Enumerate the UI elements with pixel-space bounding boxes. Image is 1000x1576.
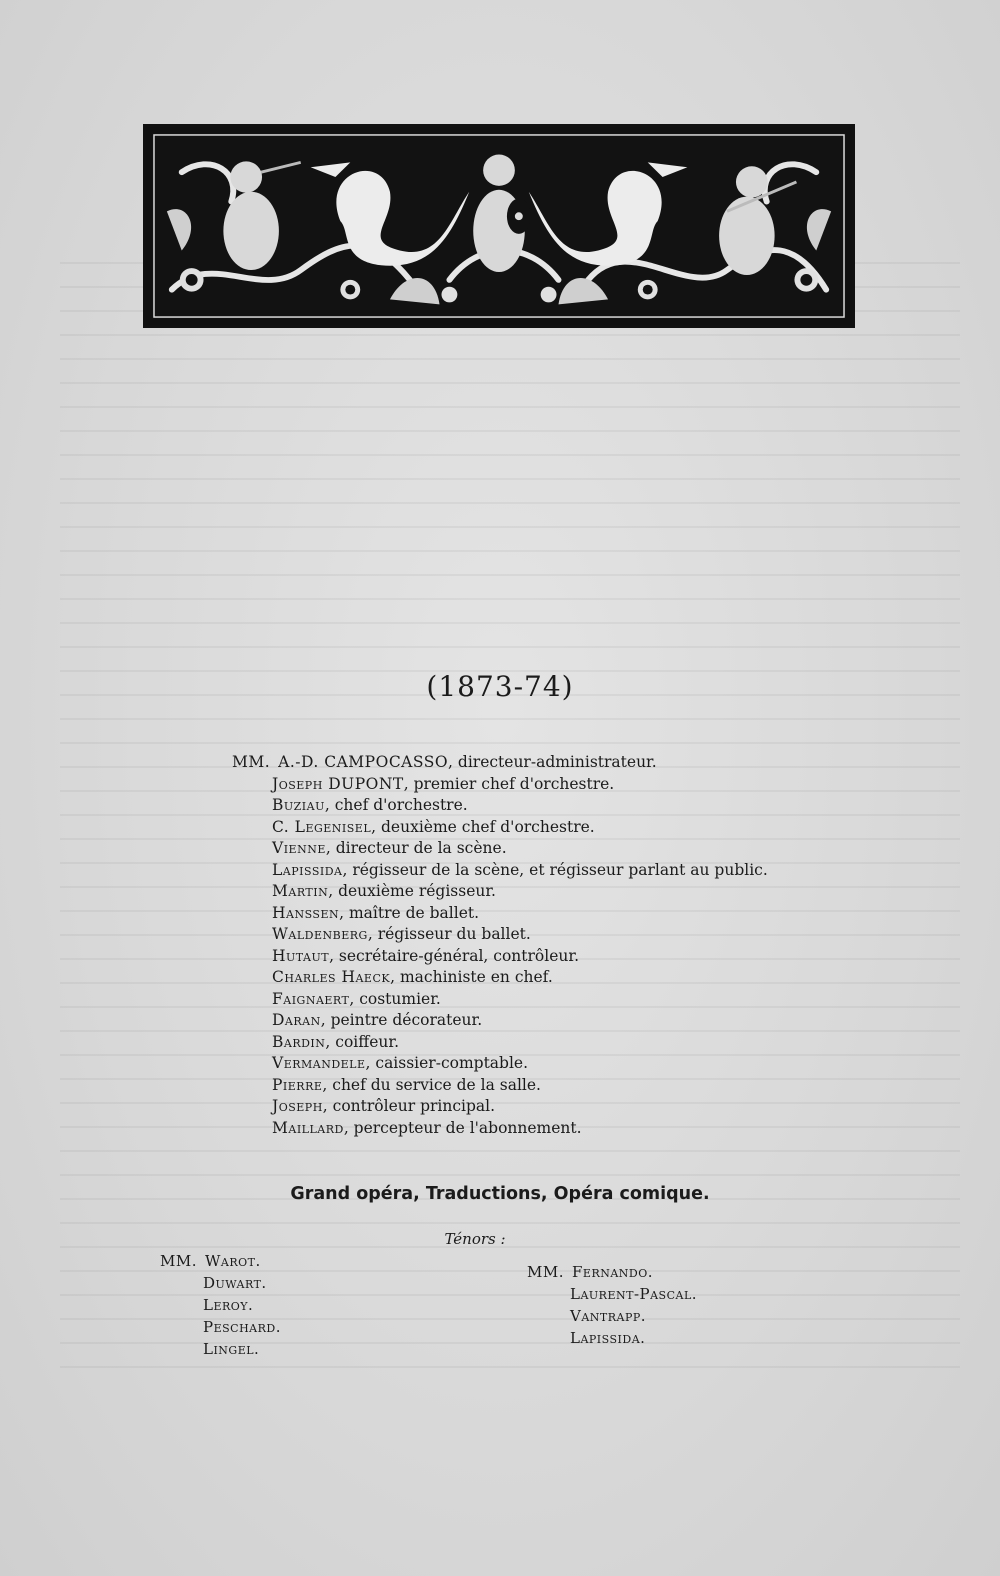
staff-member-name: Maillard <box>272 1118 344 1137</box>
staff-member-role: , coiffeur. <box>325 1032 400 1051</box>
messieurs-prefix: MM. <box>232 753 271 771</box>
staff-member-row <box>272 1118 792 1140</box>
staff-member-row <box>272 946 792 968</box>
staff-member-role: , premier chef d'orchestre. <box>403 774 615 793</box>
staff-member-row <box>272 989 792 1011</box>
tenor-row <box>570 1327 697 1349</box>
staff-member-name: Hutaut <box>272 946 330 965</box>
tenor-row <box>160 1250 281 1272</box>
messieurs-prefix: MM. <box>160 1252 197 1270</box>
tenor-name: Duwart. <box>203 1274 267 1292</box>
staff-member-role: , directeur de la scène. <box>325 839 507 857</box>
staff-member-name: Lapissida <box>272 860 343 879</box>
staff-member-name: Daran <box>272 1011 321 1029</box>
staff-member-name: Vienne <box>272 839 326 857</box>
staff-member-role: , deuxième régisseur. <box>328 882 496 900</box>
tenor-name: Peschard. <box>203 1318 281 1336</box>
tenors-right-column <box>527 1261 697 1349</box>
tenor-name: Laurent-Pascal. <box>570 1285 698 1303</box>
staff-member-row <box>272 1053 792 1075</box>
staff-member-role: , costumier. <box>349 989 441 1008</box>
staff-list <box>232 752 792 1139</box>
staff-member-role: , percepteur de l'abonnement. <box>343 1118 582 1137</box>
messieurs-prefix: MM. <box>527 1263 564 1281</box>
staff-member-row <box>232 752 792 774</box>
staff-member-name: Martin <box>272 882 329 900</box>
staff-member-row <box>272 1096 792 1118</box>
staff-member-role: , machiniste en chef. <box>390 968 553 986</box>
staff-member-row <box>272 903 792 925</box>
tenor-name: Fernando. <box>572 1263 654 1281</box>
staff-member-role: , régisseur de la scène, et régisseur parlant au public. <box>342 860 768 879</box>
staff-member-row <box>272 1032 792 1054</box>
tenor-name: Warot. <box>205 1252 261 1270</box>
tenor-name: Lapissida. <box>570 1329 646 1347</box>
staff-member-name: Faignaert <box>272 989 350 1008</box>
tenors-label: Ténors : <box>444 1230 506 1248</box>
staff-member-row <box>272 881 792 903</box>
staff-member-row <box>272 838 792 860</box>
staff-member-row <box>272 860 792 882</box>
ornamental-header-engraving <box>143 124 855 328</box>
staff-member-role: , chef d'orchestre. <box>324 796 468 814</box>
staff-member-name: A.-D. CAMPOCASSO <box>278 753 449 771</box>
staff-member-row <box>272 1075 792 1097</box>
staff-member-name: C. Legenisel <box>272 817 372 836</box>
staff-member-name: Buziau <box>272 796 325 814</box>
staff-member-role: , deuxième chef d'orchestre. <box>371 817 595 836</box>
tenor-row <box>570 1283 697 1305</box>
staff-member-row <box>272 967 792 989</box>
staff-member-name: Charles Haeck <box>272 968 391 986</box>
tenor-row <box>203 1338 281 1360</box>
tenor-row <box>203 1272 281 1294</box>
section-heading: Grand opéra, Traductions, Opéra comique. <box>290 1184 710 1204</box>
tenor-row <box>570 1305 697 1327</box>
tenor-row <box>203 1316 281 1338</box>
staff-member-role: , régisseur du ballet. <box>367 925 531 943</box>
staff-member-name: Waldenberg <box>272 925 368 943</box>
staff-member-role: , caissier-comptable. <box>365 1054 529 1072</box>
staff-member-name: Vermandele <box>272 1054 366 1072</box>
staff-member-role: , peintre décorateur. <box>320 1011 483 1029</box>
tenor-row <box>527 1261 697 1283</box>
staff-member-row <box>272 1010 792 1032</box>
staff-member-role: , contrôleur principal. <box>322 1097 496 1115</box>
staff-member-role: , directeur-administrateur. <box>448 753 657 771</box>
tenor-name: Leroy. <box>203 1296 254 1314</box>
staff-member-name: Bardin <box>272 1032 326 1051</box>
tenor-name: Vantrapp. <box>570 1307 647 1325</box>
staff-member-role: , maître de ballet. <box>339 903 480 922</box>
staff-member-role: , secrétaire-général, contrôleur. <box>329 946 579 965</box>
staff-member-row <box>272 774 792 796</box>
staff-member-name: Joseph <box>272 1097 323 1115</box>
cherubs-swans-engraving-icon <box>152 133 846 319</box>
staff-member-row <box>272 795 792 817</box>
tenors-left-column <box>160 1250 281 1360</box>
tenor-row <box>203 1294 281 1316</box>
staff-member-role: , chef du service de la salle. <box>322 1075 541 1094</box>
staff-member-name: Pierre <box>272 1075 323 1094</box>
tenor-name: Lingel. <box>203 1340 260 1358</box>
staff-member-row <box>272 924 792 946</box>
staff-member-name: Joseph DUPONT <box>272 774 404 793</box>
staff-member-name: Hanssen <box>272 903 340 922</box>
staff-member-row <box>272 817 792 839</box>
season-year-heading: (1873-74) <box>426 670 574 703</box>
